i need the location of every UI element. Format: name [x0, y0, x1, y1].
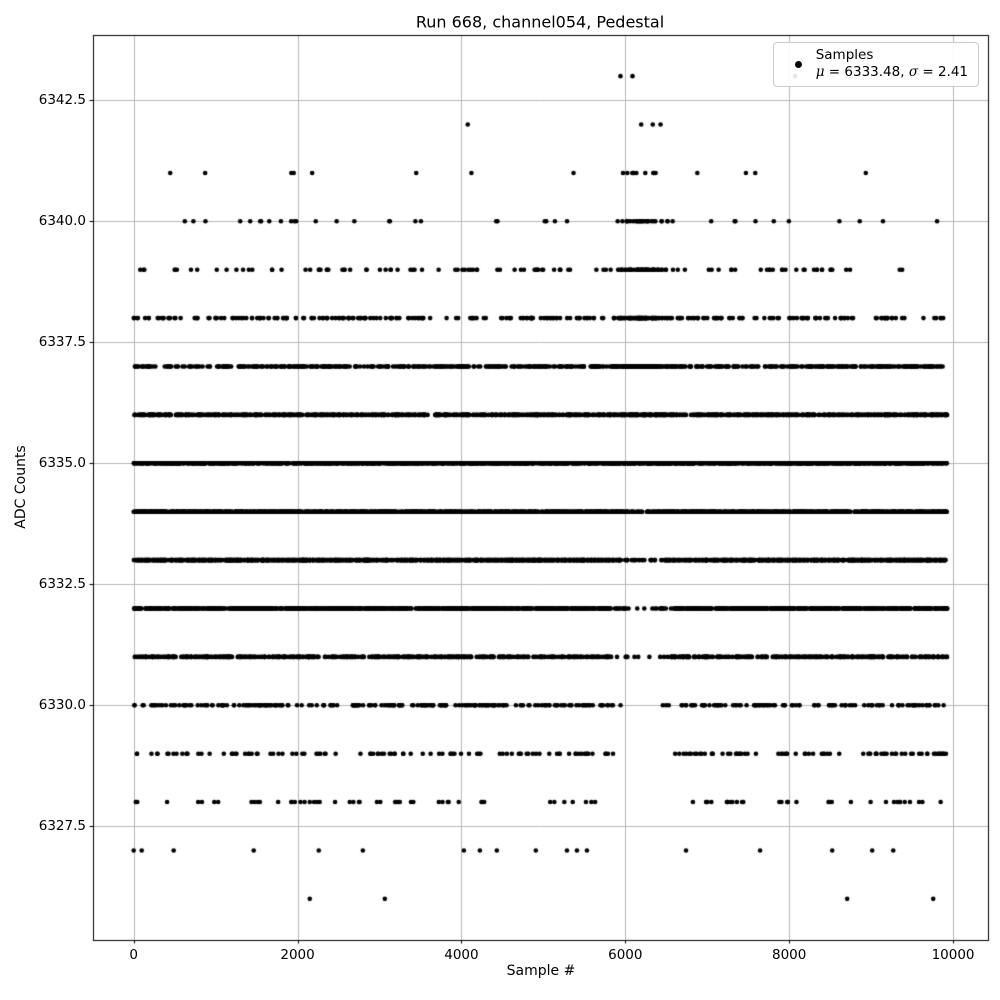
- y-tick-label: 6342.5: [38, 92, 86, 109]
- chart-title: Run 668, channel054, Pedestal: [415, 12, 665, 32]
- x-tick-label: 6000: [608, 947, 643, 963]
- legend-text: [816, 47, 968, 81]
- legend-stats: μ = 6333.48, σ = 2.41: [815, 64, 968, 80]
- sigma-value: 2.41: [937, 64, 968, 80]
- y-tick-label: 6337.5: [38, 334, 86, 351]
- x-tick-label: 0: [129, 947, 138, 963]
- legend-marker-column: [782, 61, 816, 68]
- sigma-symbol: σ: [908, 64, 919, 80]
- mu-symbol: μ: [815, 64, 825, 80]
- x-tick-label: 2000: [280, 947, 315, 963]
- y-tick-label: 6335.0: [38, 455, 86, 472]
- x-axis-label: Sample #: [506, 963, 576, 979]
- y-tick-label: 6330.0: [38, 697, 86, 714]
- y-tick-label: 6340.0: [38, 213, 86, 230]
- x-tick-label: 4000: [444, 947, 479, 963]
- legend-entry-samples: Samples: [815, 47, 874, 63]
- y-tick-label: 6327.5: [38, 818, 86, 835]
- x-tick-label: 8000: [771, 947, 807, 963]
- mu-value: 6333.48: [844, 64, 901, 80]
- y-tick-label: 6332.5: [38, 576, 86, 593]
- legend: [773, 42, 979, 87]
- x-tick-label: 10000: [931, 947, 975, 963]
- sample-marker-icon: [795, 61, 802, 68]
- y-axis-label: ADC Counts: [13, 445, 29, 529]
